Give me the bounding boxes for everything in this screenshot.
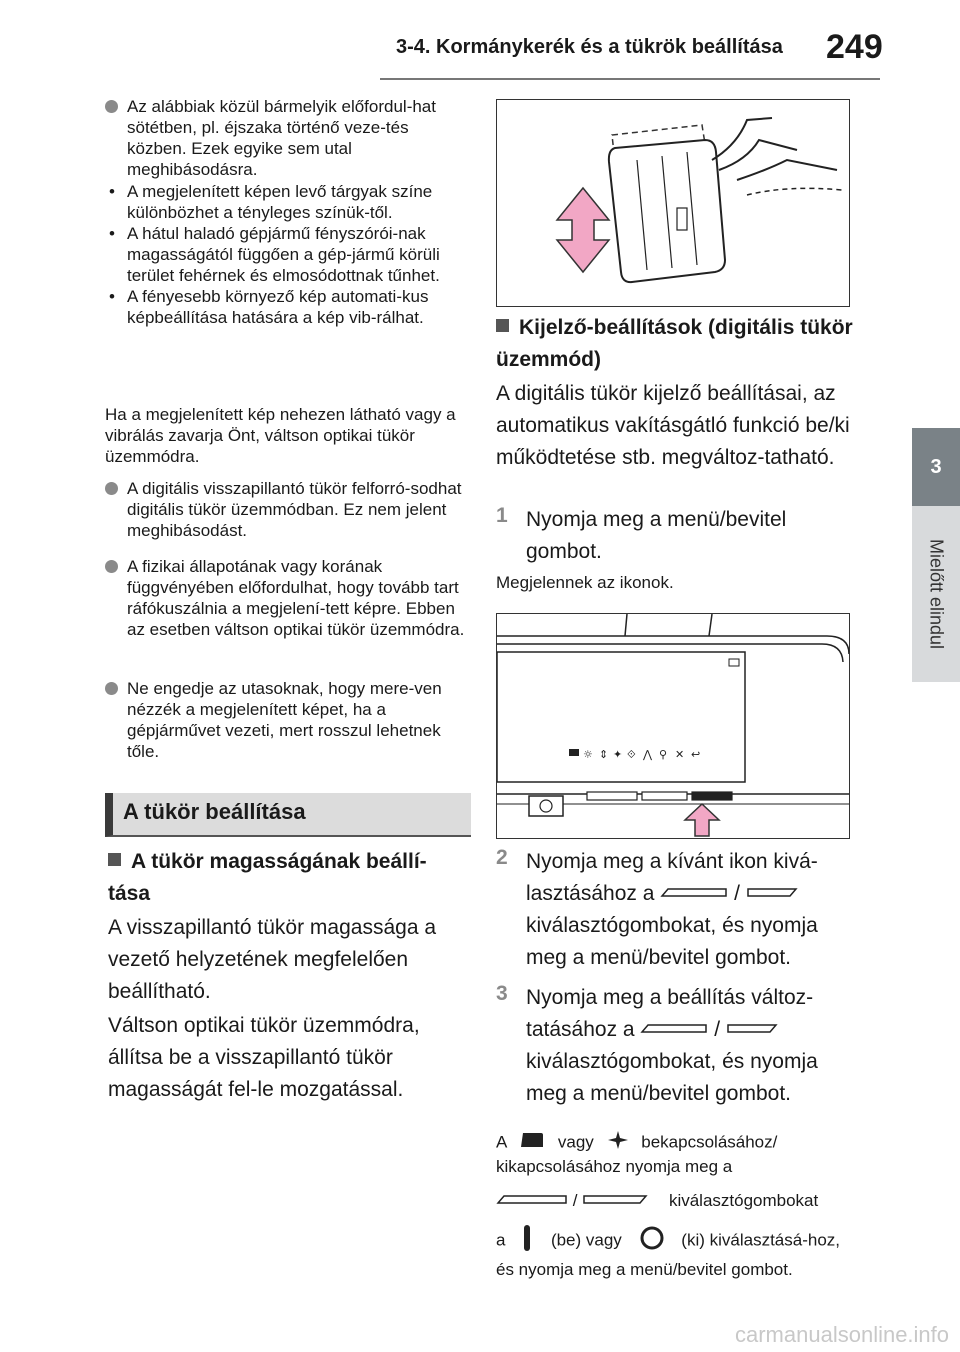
step-1-note: Megjelennek az ikonok.: [496, 573, 674, 592]
mirror-height-illustration: [497, 100, 849, 306]
step-1-text: Nyomja meg a menü/bevitel gombot.: [526, 508, 787, 563]
mirror-display-figure: [496, 613, 850, 839]
chapter-tab: 3: [912, 428, 960, 506]
off-icon: [639, 1225, 665, 1257]
page-number: 249: [826, 28, 883, 66]
svg-text:⚲: ⚲: [659, 748, 668, 761]
note-bullet-3-text: A fizikai állapotának vagy korának függvényében előfordulhat, hogy tovább tart ráfókuszálnia a megjelení-tett képre. Ebben az esetben váltson optikai tükör üzemmódra.: [127, 557, 465, 639]
note-sub-list: [105, 181, 470, 328]
svg-text:⋀: ⋀: [643, 748, 653, 761]
chapter-label: Mielőtt elindul: [926, 538, 947, 650]
left-selector-button-icon: [660, 878, 728, 910]
mirror-display-illustration: [497, 614, 849, 838]
note-bullet-1-text: Az alábbiak közül bármelyik előfordul-hat sötétben, pl. éjszaka történő veze-tés közben. Ezek egyike sem utal meghibásodásra.: [127, 97, 436, 179]
left-selector-button-icon: [496, 1191, 568, 1213]
note-sub-item: • A fényesebb környező kép automati-kus képbeállítása hatására a kép vib-rálhat.: [105, 286, 470, 328]
note-bullet-4-text: Ne engedje az utasoknak, hogy mere-ven nézzék a megjelenített képet, ha a gépjárművet vezeti, mert rosszul lehetnek tőle.: [127, 679, 442, 761]
svg-text:↩: ↩: [691, 748, 701, 761]
note-bullet-4: [105, 678, 470, 762]
bullet-dot: [105, 560, 118, 573]
svg-text:⇕: ⇕: [599, 748, 609, 761]
toggle-note: A vagy bekapcsolásához/ kikapcsolásához nyomja meg a / kiválasztógombokat a (be) vagy (ki) kiválasztásá-hoz, és nyomja meg a menü/bevitel gombot.: [496, 1130, 841, 1281]
step-3: [496, 982, 856, 1110]
paragraph-2: Váltson optikai tükör üzemmódra, állítsa be a visszapillantó tükör magasságát fel-le mozgatással.: [108, 1014, 420, 1101]
svg-text:✦: ✦: [613, 748, 623, 761]
svg-text:⟐: ⟐: [627, 748, 636, 761]
bullet-dot: [105, 682, 118, 695]
note-bullet-1-tail: Ha a megjelenített kép nehezen látható vagy a vibrálás zavarja Önt, váltson optikai tükör üzemmódra.: [105, 405, 456, 466]
section-title: 3-4. Kormánykerék és a tükrök beállítása: [396, 36, 783, 58]
square-bullet-icon: [108, 853, 121, 866]
right-selector-button-icon: [726, 1014, 778, 1046]
right-selector-button-icon: [746, 878, 798, 910]
step-1: [496, 504, 856, 568]
note-bullet-2: [105, 478, 470, 541]
step-3-text: Nyomja meg a beállítás változ-tatásához a / kiválasztógombokat, és nyomja meg a menü/bevitel gombot.: [526, 986, 818, 1106]
subsection-heading: A tükör magasságának beállí-tása: [108, 850, 427, 905]
paragraph-1: A visszapillantó tükör magassága a vezető helyzetének megfelelően beállítható.: [108, 916, 437, 1003]
note-bullet-2-text: A digitális visszapillantó tükör felforró-sodhat digitális tükör üzemmódban. Ez nem jelent meghibásodást.: [127, 479, 462, 540]
left-selector-button-icon: [640, 1014, 708, 1046]
brightness-icon: [519, 1131, 545, 1155]
note-sub-item: • A hátul haladó gépjármű fényszórói-nak magasságától függően a gép-jármű körüli terület fehérnek és elmosódottnak tűnhet.: [105, 223, 470, 286]
note-sub-item: • A megjelenített képen levő tárgyak színe különbözhet a tényleges színük-től.: [105, 181, 470, 223]
step-2: [496, 846, 856, 974]
section-header-title: A tükör beállítása: [123, 799, 306, 824]
svg-text:✕: ✕: [675, 748, 685, 761]
anti-glare-icon: [607, 1130, 629, 1156]
step-2-text: Nyomja meg a kívánt ikon kivá-lasztásához a / kiválasztógombokat, és nyomja meg a menü/bevitel gombot.: [526, 850, 818, 970]
note-bullet-3: [105, 556, 470, 640]
section-header-box: [105, 793, 471, 837]
square-bullet-icon: [496, 319, 509, 332]
watermark: carmanualsonline.info: [735, 1322, 950, 1347]
step-number: 2: [496, 846, 508, 869]
right-selector-button-icon: [582, 1191, 648, 1213]
bullet-dot: [105, 482, 118, 495]
display-settings-heading: Kijelző-beállítások (digitális tükör üzemmód): [496, 316, 853, 371]
on-icon: [522, 1223, 532, 1259]
display-settings-intro: A digitális tükör kijelző beállításai, az automatikus vakításgátló funkció be/ki működtetése stb. megváltoz-tatható.: [496, 382, 850, 469]
mirror-height-figure: [496, 99, 850, 307]
note-bullet-1: [105, 96, 470, 180]
header-divider: [380, 78, 880, 80]
step-number: 3: [496, 982, 508, 1005]
svg-text:☼: ☼: [583, 748, 593, 761]
step-number: 1: [496, 504, 508, 527]
bullet-dot: [105, 100, 118, 113]
